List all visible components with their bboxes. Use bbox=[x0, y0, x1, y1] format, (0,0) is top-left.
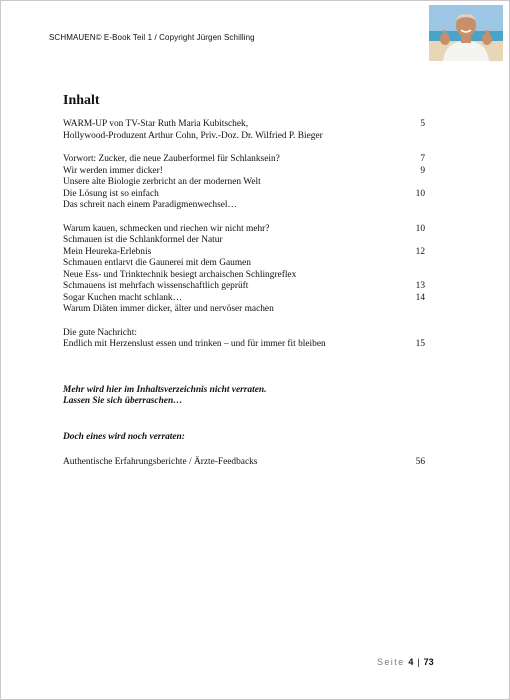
toc-entry-page: 15 bbox=[415, 339, 425, 349]
toc-entry-title: Die Lösung ist so einfach bbox=[63, 188, 159, 199]
toc-entry-title: Schmauens ist mehrfach wissenschaftlich geprüft bbox=[63, 281, 249, 291]
footer-label: Seite bbox=[377, 657, 405, 667]
toc-entry bbox=[63, 189, 425, 201]
header-title: SCHMAUEN© E-Book Teil 1 / Copyright Jürgen Schilling bbox=[49, 33, 255, 42]
toc-group bbox=[63, 224, 425, 316]
toc-entry-title: Schmauen ist die Schlankformel der Natur bbox=[63, 235, 223, 245]
toc-entry bbox=[63, 281, 425, 293]
toc-entry bbox=[63, 457, 425, 469]
toc-entry bbox=[63, 119, 425, 142]
toc-entry-title: Das schreit nach einem Paradigmenwechsel… bbox=[63, 200, 237, 210]
toc-entry-title: Endlich mit Herzenslust essen und trinken – und für immer fit bleiben bbox=[63, 339, 326, 349]
author-photo-image bbox=[429, 5, 503, 61]
toc-entry bbox=[63, 200, 425, 212]
toc-entry bbox=[63, 235, 425, 247]
footer-separator: | bbox=[417, 657, 420, 667]
toc-entry-title: Mein Heureka-Erlebnis bbox=[63, 246, 152, 257]
toc-entry bbox=[63, 224, 425, 236]
toc-entry-page: 56 bbox=[415, 457, 425, 467]
toc-entry bbox=[63, 166, 425, 178]
toc-group bbox=[63, 119, 425, 142]
teaser-line: Lassen Sie sich überraschen… bbox=[63, 396, 183, 406]
toc-entry-title: Sogar Kuchen macht schlank… bbox=[63, 292, 182, 303]
toc-entry-page: 14 bbox=[415, 292, 425, 303]
toc-entry bbox=[63, 258, 425, 270]
author-photo bbox=[429, 5, 503, 61]
toc-entry-title: Wir werden immer dicker! bbox=[63, 165, 163, 176]
toc-entry-title: Neue Ess- und Trinktechnik besiegt archaischen Schlingreflex bbox=[63, 269, 297, 280]
teaser-note bbox=[63, 385, 425, 408]
toc-entry-title: WARM-UP von TV-Star Ruth Maria Kubitschek, Hollywood-Produzent Arthur Cohn, Priv.-Doz. Dr. Wilfried P. Bieger bbox=[63, 119, 323, 141]
toc-entry-page: 9 bbox=[420, 165, 425, 176]
toc-entry-page: 5 bbox=[420, 119, 425, 129]
toc-entry bbox=[63, 339, 425, 351]
toc-entry bbox=[63, 177, 425, 189]
toc-entry-page: 12 bbox=[415, 246, 425, 257]
toc-entry-title: Warum kauen, schmecken und riechen wir nicht mehr? bbox=[63, 223, 270, 234]
toc-entry-title: Die gute Nachricht: bbox=[63, 327, 137, 338]
toc-heading: Inhalt bbox=[63, 93, 100, 108]
toc-entry-title: Authentische Erfahrungsberichte / Ärzte-Feedbacks bbox=[63, 457, 258, 467]
toc-group bbox=[63, 154, 425, 212]
toc-entry-page: 13 bbox=[415, 281, 425, 291]
toc-entry-title: Warum Diäten immer dicker, älter und nervöser machen bbox=[63, 304, 274, 314]
table-of-contents bbox=[63, 93, 425, 469]
toc-entry-title: Schmauen entlarvt die Gaunerei mit dem Gaumen bbox=[63, 258, 251, 268]
toc-entry-page: 10 bbox=[415, 188, 425, 199]
toc-entry-title: Vorwort: Zucker, die neue Zauberformel für Schlanksein? bbox=[63, 154, 280, 164]
toc-entry bbox=[63, 247, 425, 259]
toc-entry bbox=[63, 293, 425, 305]
teaser-line: Mehr wird hier im Inhaltsverzeichnis nicht verraten. bbox=[63, 384, 267, 395]
footer-total-pages: 73 bbox=[423, 657, 434, 667]
page-footer bbox=[377, 657, 434, 667]
toc-entry bbox=[63, 270, 425, 282]
toc-entry-title: Unsere alte Biologie zerbricht an der modernen Welt bbox=[63, 177, 261, 187]
reveal-note: Doch eines wird noch verraten: bbox=[63, 431, 185, 442]
toc-entry-page: 7 bbox=[420, 154, 425, 164]
toc-entry bbox=[63, 328, 425, 340]
footer-page-number: 4 bbox=[408, 657, 414, 667]
toc-entry bbox=[63, 154, 425, 166]
toc-entry bbox=[63, 304, 425, 316]
toc-group bbox=[63, 328, 425, 351]
toc-entry-page: 10 bbox=[415, 223, 425, 234]
